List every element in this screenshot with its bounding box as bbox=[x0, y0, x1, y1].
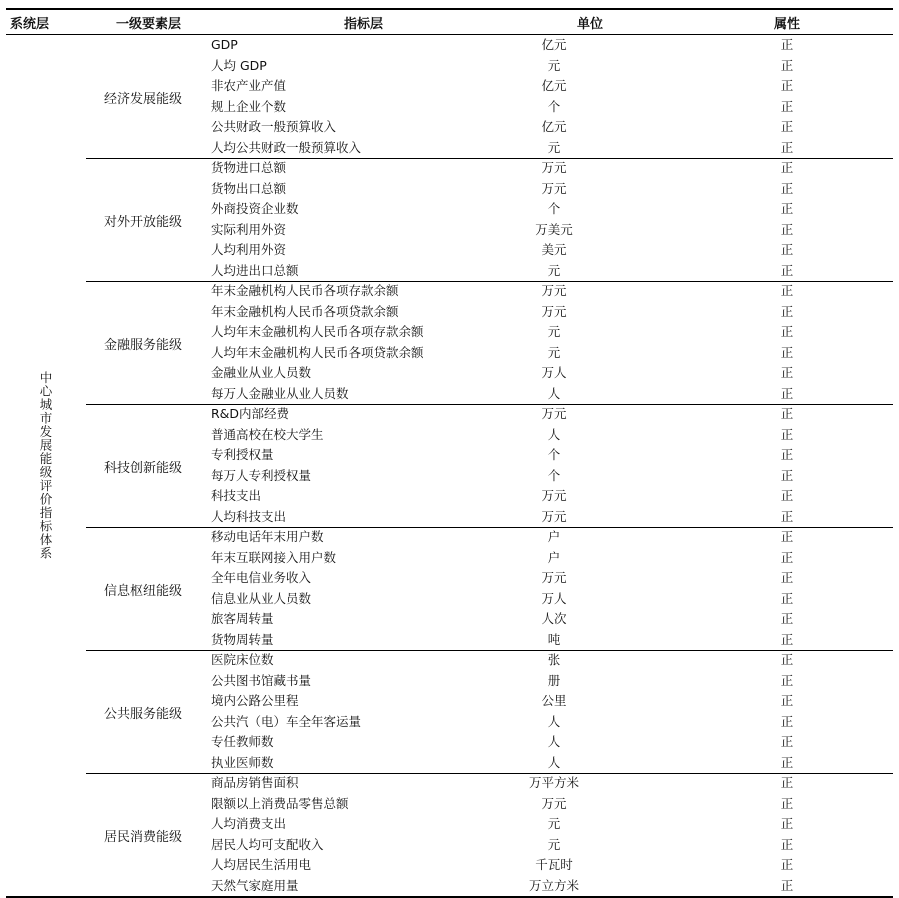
indicator-cell: 天然气家庭用量 bbox=[211, 877, 299, 893]
attribute-cell: 正 bbox=[780, 180, 794, 196]
unit-cell: 万美元 bbox=[535, 221, 573, 237]
table-row bbox=[86, 691, 893, 712]
table-row bbox=[86, 56, 893, 77]
unit-cell: 人 bbox=[547, 385, 561, 401]
unit-cell: 万元 bbox=[541, 160, 567, 175]
indicator-cell: 专任教师数 bbox=[211, 734, 274, 749]
attribute-cell: 正 bbox=[780, 78, 794, 93]
element-group bbox=[86, 281, 893, 405]
attribute-cell: 正 bbox=[780, 877, 794, 893]
table-row bbox=[86, 117, 893, 138]
element-group bbox=[86, 158, 893, 282]
attribute-cell: 正 bbox=[780, 631, 794, 647]
unit-cell: 册 bbox=[547, 672, 561, 688]
table-row bbox=[86, 35, 893, 56]
unit-cell: 元 bbox=[547, 816, 561, 831]
attribute-cell: 正 bbox=[780, 283, 794, 298]
unit-cell: 人 bbox=[547, 426, 561, 442]
indicator-cell: 每万人专利授权量 bbox=[211, 467, 312, 483]
element-name: 居民消费能级 bbox=[104, 829, 183, 845]
table-row bbox=[86, 322, 893, 343]
table-row bbox=[86, 548, 893, 569]
attribute-cell: 正 bbox=[780, 652, 794, 667]
system-name: 中心城市发展能级评价指标体系 bbox=[38, 371, 53, 560]
table-row bbox=[86, 240, 893, 261]
indicator-cell: 规上企业个数 bbox=[211, 98, 287, 114]
indicator-cell: 医院床位数 bbox=[211, 652, 274, 667]
element-group bbox=[86, 404, 893, 528]
indicator-cell: 居民人均可支配收入 bbox=[211, 836, 324, 852]
attribute-cell: 正 bbox=[780, 37, 794, 52]
indicator-cell: 境内公路公里程 bbox=[211, 693, 299, 708]
table-row bbox=[86, 507, 893, 528]
element-group bbox=[86, 527, 893, 651]
indicator-cell: 全年电信业务收入 bbox=[211, 570, 312, 585]
table-row bbox=[86, 732, 893, 753]
element-group bbox=[86, 650, 893, 774]
indicator-cell: 人均消费支出 bbox=[211, 816, 287, 831]
unit-cell: 个 bbox=[547, 201, 561, 216]
element-name: 对外开放能级 bbox=[104, 214, 183, 230]
indicator-cell: 实际利用外资 bbox=[211, 221, 287, 237]
element-name: 科技创新能级 bbox=[104, 460, 183, 476]
table-row bbox=[86, 384, 893, 405]
unit-cell: 户 bbox=[547, 549, 561, 565]
attribute-cell: 正 bbox=[780, 201, 794, 216]
unit-cell: 万元 bbox=[541, 303, 567, 319]
indicator-cell: 年末金融机构人民币各项贷款余额 bbox=[211, 303, 399, 319]
table-row bbox=[86, 179, 893, 200]
indicator-cell: 货物出口总额 bbox=[211, 180, 287, 196]
unit-cell: 元 bbox=[547, 836, 561, 852]
attribute-cell: 正 bbox=[780, 242, 794, 257]
attribute-cell: 正 bbox=[780, 324, 794, 339]
indicator-cell: GDP bbox=[211, 37, 238, 52]
indicator-cell: 普通高校在校大学生 bbox=[211, 426, 324, 442]
table-row bbox=[86, 609, 893, 630]
indicator-table bbox=[6, 8, 893, 896]
attribute-cell: 正 bbox=[780, 816, 794, 831]
indicator-cell: 外商投资企业数 bbox=[211, 201, 299, 216]
table-row bbox=[86, 220, 893, 241]
unit-cell: 个 bbox=[547, 98, 561, 114]
attribute-cell: 正 bbox=[780, 262, 794, 278]
attribute-cell: 正 bbox=[780, 508, 794, 524]
indicator-cell: 商品房销售面积 bbox=[211, 775, 299, 790]
indicator-cell: 人均进出口总额 bbox=[211, 262, 299, 278]
indicator-cell: 公共汽（电）车全年客运量 bbox=[211, 713, 362, 729]
unit-cell: 万立方米 bbox=[528, 877, 579, 893]
unit-cell: 元 bbox=[547, 57, 561, 73]
indicator-cell: 专利授权量 bbox=[211, 447, 274, 462]
element-name: 公共服务能级 bbox=[104, 706, 183, 722]
table-row bbox=[86, 76, 893, 97]
unit-cell: 户 bbox=[547, 529, 561, 544]
table-row bbox=[86, 814, 893, 835]
indicator-cell: 执业医师数 bbox=[211, 754, 274, 770]
unit-cell: 亿元 bbox=[541, 119, 567, 134]
unit-cell: 万元 bbox=[541, 406, 567, 421]
attribute-cell: 正 bbox=[780, 836, 794, 852]
table-row bbox=[86, 302, 893, 323]
unit-cell: 万元 bbox=[541, 795, 567, 811]
table-row bbox=[86, 855, 893, 876]
indicator-cell: 信息业从业人员数 bbox=[211, 590, 312, 606]
element-name: 金融服务能级 bbox=[104, 337, 183, 353]
table-row bbox=[86, 363, 893, 384]
attribute-cell: 正 bbox=[780, 775, 794, 790]
attribute-cell: 正 bbox=[780, 160, 794, 175]
table-row bbox=[86, 281, 893, 302]
unit-cell: 人 bbox=[547, 754, 561, 770]
indicator-cell: 公共财政一般预算收入 bbox=[211, 119, 337, 134]
attribute-cell: 正 bbox=[780, 426, 794, 442]
indicator-cell: 货物进口总额 bbox=[211, 160, 287, 175]
indicator-cell: 人均居民生活用电 bbox=[211, 857, 312, 872]
table-body bbox=[6, 35, 893, 896]
table-row bbox=[86, 876, 893, 897]
indicator-cell: 人均 GDP bbox=[211, 57, 267, 73]
table-row bbox=[86, 650, 893, 671]
unit-cell: 人 bbox=[547, 734, 561, 749]
indicator-cell: 人均年末金融机构人民币各项存款余额 bbox=[211, 324, 424, 339]
unit-cell: 万元 bbox=[541, 283, 567, 298]
unit-cell: 美元 bbox=[541, 242, 567, 257]
header-indicator: 指标层 bbox=[344, 17, 384, 32]
element-name: 信息枢纽能级 bbox=[104, 583, 183, 599]
table-row bbox=[86, 404, 893, 425]
attribute-cell: 正 bbox=[780, 857, 794, 872]
table-header bbox=[6, 8, 893, 35]
indicator-cell: 公共图书馆藏书量 bbox=[211, 672, 312, 688]
unit-cell: 人次 bbox=[541, 611, 567, 626]
table-row bbox=[86, 486, 893, 507]
table-row bbox=[86, 97, 893, 118]
indicator-cell: 金融业从业人员数 bbox=[211, 365, 312, 380]
attribute-cell: 正 bbox=[780, 795, 794, 811]
table-row bbox=[86, 835, 893, 856]
table-row bbox=[86, 630, 893, 651]
table-row bbox=[86, 527, 893, 548]
table-row bbox=[86, 794, 893, 815]
indicator-cell: 年末互联网接入用户数 bbox=[211, 549, 337, 565]
table-row bbox=[86, 199, 893, 220]
table-row bbox=[86, 773, 893, 794]
indicator-cell: 科技支出 bbox=[211, 488, 262, 503]
unit-cell: 个 bbox=[547, 467, 561, 483]
indicator-cell: 人均年末金融机构人民币各项贷款余额 bbox=[211, 344, 424, 360]
element-name: 经济发展能级 bbox=[104, 91, 183, 107]
attribute-cell: 正 bbox=[780, 754, 794, 770]
table-row bbox=[86, 425, 893, 446]
unit-cell: 万元 bbox=[541, 570, 567, 585]
element-group bbox=[86, 773, 893, 896]
attribute-cell: 正 bbox=[780, 488, 794, 503]
element-group bbox=[86, 35, 893, 159]
attribute-cell: 正 bbox=[780, 303, 794, 319]
attribute-cell: 正 bbox=[780, 447, 794, 462]
header-unit: 单位 bbox=[577, 17, 604, 32]
attribute-cell: 正 bbox=[780, 406, 794, 421]
unit-cell: 万平方米 bbox=[528, 775, 579, 790]
attribute-cell: 正 bbox=[780, 734, 794, 749]
unit-cell: 万元 bbox=[541, 180, 567, 196]
unit-cell: 公里 bbox=[541, 693, 567, 708]
table-row bbox=[86, 753, 893, 774]
attribute-cell: 正 bbox=[780, 98, 794, 114]
unit-cell: 张 bbox=[547, 652, 561, 667]
table-row bbox=[86, 671, 893, 692]
attribute-cell: 正 bbox=[780, 672, 794, 688]
attribute-cell: 正 bbox=[780, 611, 794, 626]
unit-cell: 个 bbox=[547, 447, 561, 462]
unit-cell: 万元 bbox=[541, 488, 567, 503]
table-row bbox=[86, 445, 893, 466]
indicator-cell: 人均利用外资 bbox=[211, 242, 287, 257]
attribute-cell: 正 bbox=[780, 385, 794, 401]
unit-cell: 元 bbox=[547, 324, 561, 339]
table-row bbox=[86, 589, 893, 610]
attribute-cell: 正 bbox=[780, 693, 794, 708]
attribute-cell: 正 bbox=[780, 570, 794, 585]
table-row bbox=[86, 138, 893, 159]
unit-cell: 人 bbox=[547, 713, 561, 729]
attribute-cell: 正 bbox=[780, 590, 794, 606]
unit-cell: 万元 bbox=[541, 508, 567, 524]
attribute-cell: 正 bbox=[780, 365, 794, 380]
unit-cell: 亿元 bbox=[541, 78, 567, 93]
attribute-cell: 正 bbox=[780, 344, 794, 360]
table-row bbox=[86, 158, 893, 179]
table-row bbox=[86, 261, 893, 282]
header-attribute: 属性 bbox=[774, 17, 801, 32]
indicator-cell: 人均公共财政一般预算收入 bbox=[211, 139, 362, 155]
indicator-cell: 旅客周转量 bbox=[211, 611, 274, 626]
unit-cell: 亿元 bbox=[541, 37, 567, 52]
indicator-cell: 每万人金融业从业人员数 bbox=[211, 385, 349, 401]
indicator-cell: 非农产业产值 bbox=[211, 78, 287, 93]
attribute-cell: 正 bbox=[780, 119, 794, 134]
indicator-cell: 限额以上消费品零售总额 bbox=[211, 795, 349, 811]
table-row bbox=[86, 343, 893, 364]
unit-cell: 千瓦时 bbox=[535, 857, 573, 872]
unit-cell: 万人 bbox=[541, 365, 567, 380]
attribute-cell: 正 bbox=[780, 529, 794, 544]
unit-cell: 万人 bbox=[541, 590, 567, 606]
table-row bbox=[86, 466, 893, 487]
attribute-cell: 正 bbox=[780, 139, 794, 155]
unit-cell: 元 bbox=[547, 262, 561, 278]
attribute-cell: 正 bbox=[780, 467, 794, 483]
header-system: 系统层 bbox=[10, 17, 50, 32]
indicator-cell: 货物周转量 bbox=[211, 631, 274, 647]
unit-cell: 元 bbox=[547, 139, 561, 155]
header-element: 一级要素层 bbox=[116, 17, 182, 32]
indicator-cell: 人均科技支出 bbox=[211, 508, 287, 524]
unit-cell: 吨 bbox=[547, 631, 561, 647]
indicator-cell: R&D内部经费 bbox=[211, 406, 290, 421]
attribute-cell: 正 bbox=[780, 713, 794, 729]
unit-cell: 元 bbox=[547, 344, 561, 360]
table-row bbox=[86, 712, 893, 733]
attribute-cell: 正 bbox=[780, 221, 794, 237]
indicator-cell: 移动电话年末用户数 bbox=[211, 529, 324, 544]
attribute-cell: 正 bbox=[780, 57, 794, 73]
indicator-cell: 年末金融机构人民币各项存款余额 bbox=[211, 283, 399, 298]
table-row bbox=[86, 568, 893, 589]
attribute-cell: 正 bbox=[780, 549, 794, 565]
